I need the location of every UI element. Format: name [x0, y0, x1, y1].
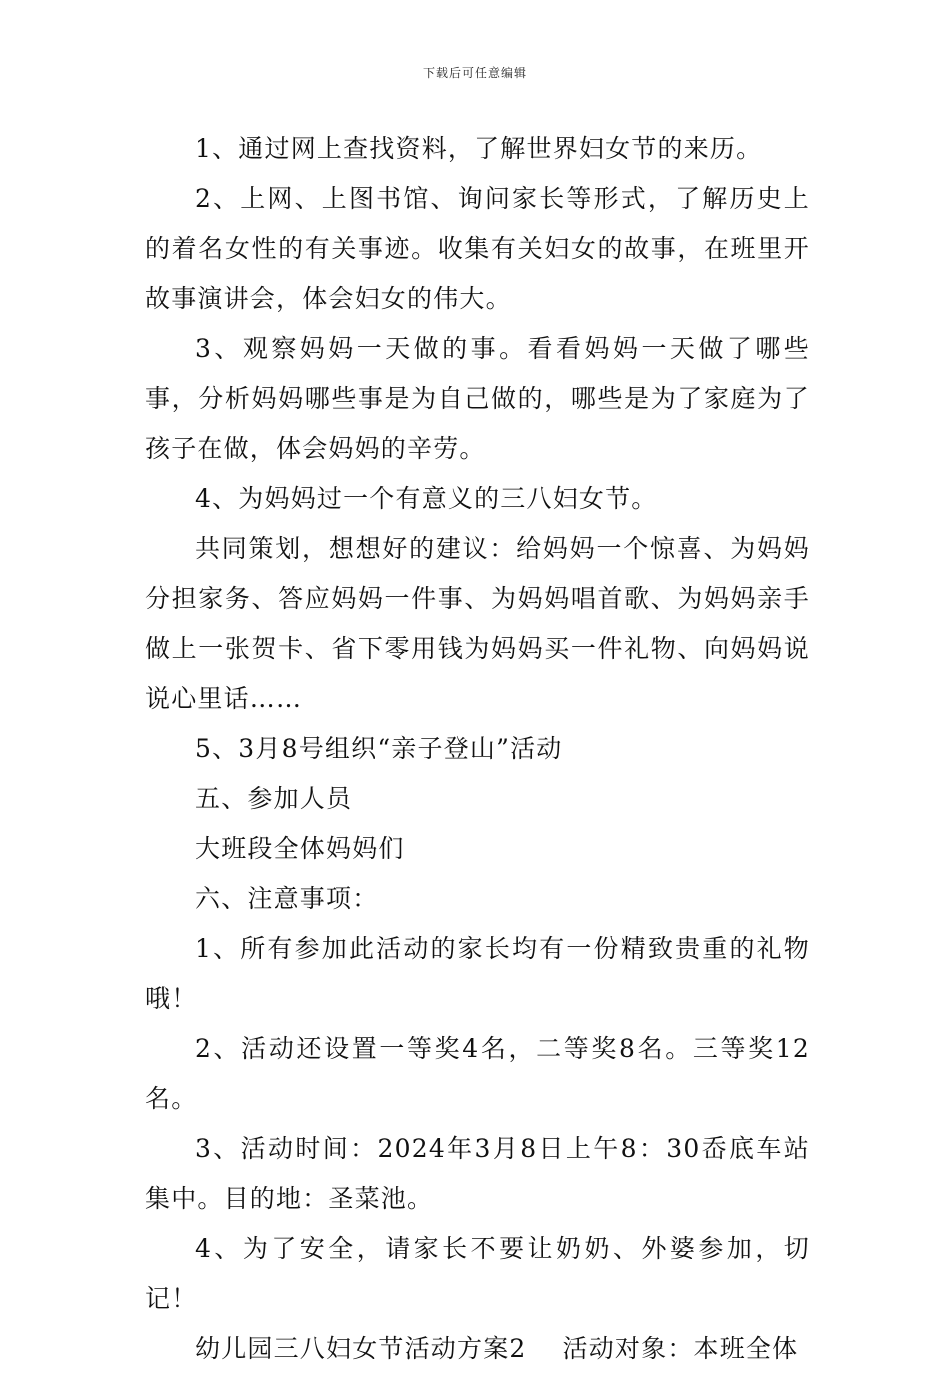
- next-plan-continuation: 活动对象：本班全体: [562, 1334, 799, 1363]
- paragraph-5: 共同策划，想想好的建议：给妈妈一个惊喜、为妈妈分担家务、答应妈妈一件事、为妈妈唱首歌、为妈妈亲手做上一张贺卡、省下零用钱为妈妈买一件礼物、向妈妈说说心里话……: [145, 534, 810, 713]
- document-body: [145, 124, 810, 1374]
- section-heading-participants: 五、参加人员: [195, 784, 353, 813]
- note-4: 4、为了安全，请家长不要让奶奶、外婆参加，切记！: [145, 1234, 810, 1313]
- next-plan-title: 幼儿园三八妇女节活动方案2: [195, 1334, 527, 1363]
- note-3: 3、活动时间：2024年3月8日上午8：30岙底车站集中。目的地：圣菜池。: [145, 1134, 810, 1213]
- section-heading-notes: 六、注意事项：: [195, 884, 379, 913]
- paragraph-3: 3、观察妈妈一天做的事。看看妈妈一天做了哪些事，分析妈妈哪些事是为自己做的，哪些是为了家庭为了孩子在做，体会妈妈的辛劳。: [145, 334, 810, 463]
- next-plan-line: [145, 1324, 810, 1374]
- paragraph-4: 4、为妈妈过一个有意义的三八妇女节。: [195, 484, 658, 513]
- page-header-note: 下载后可任意编辑: [422, 66, 527, 80]
- note-1: 1、所有参加此活动的家长均有一份精致贵重的礼物哦！: [145, 934, 810, 1013]
- note-2: 2、活动还设置一等奖4名，二等奖8名。三等奖12名。: [145, 1034, 810, 1113]
- paragraph-6: 5、3月8号组织“亲子登山”活动: [195, 734, 563, 763]
- paragraph-1: 1、通过网上查找资料，了解世界妇女节的来历。: [195, 134, 763, 163]
- paragraph-participants: 大班段全体妈妈们: [195, 834, 405, 863]
- paragraph-2: 2、上网、上图书馆、询问家长等形式，了解历史上的着名女性的有关事迹。收集有关妇女的故事，在班里开故事演讲会，体会妇女的伟大。: [145, 184, 810, 313]
